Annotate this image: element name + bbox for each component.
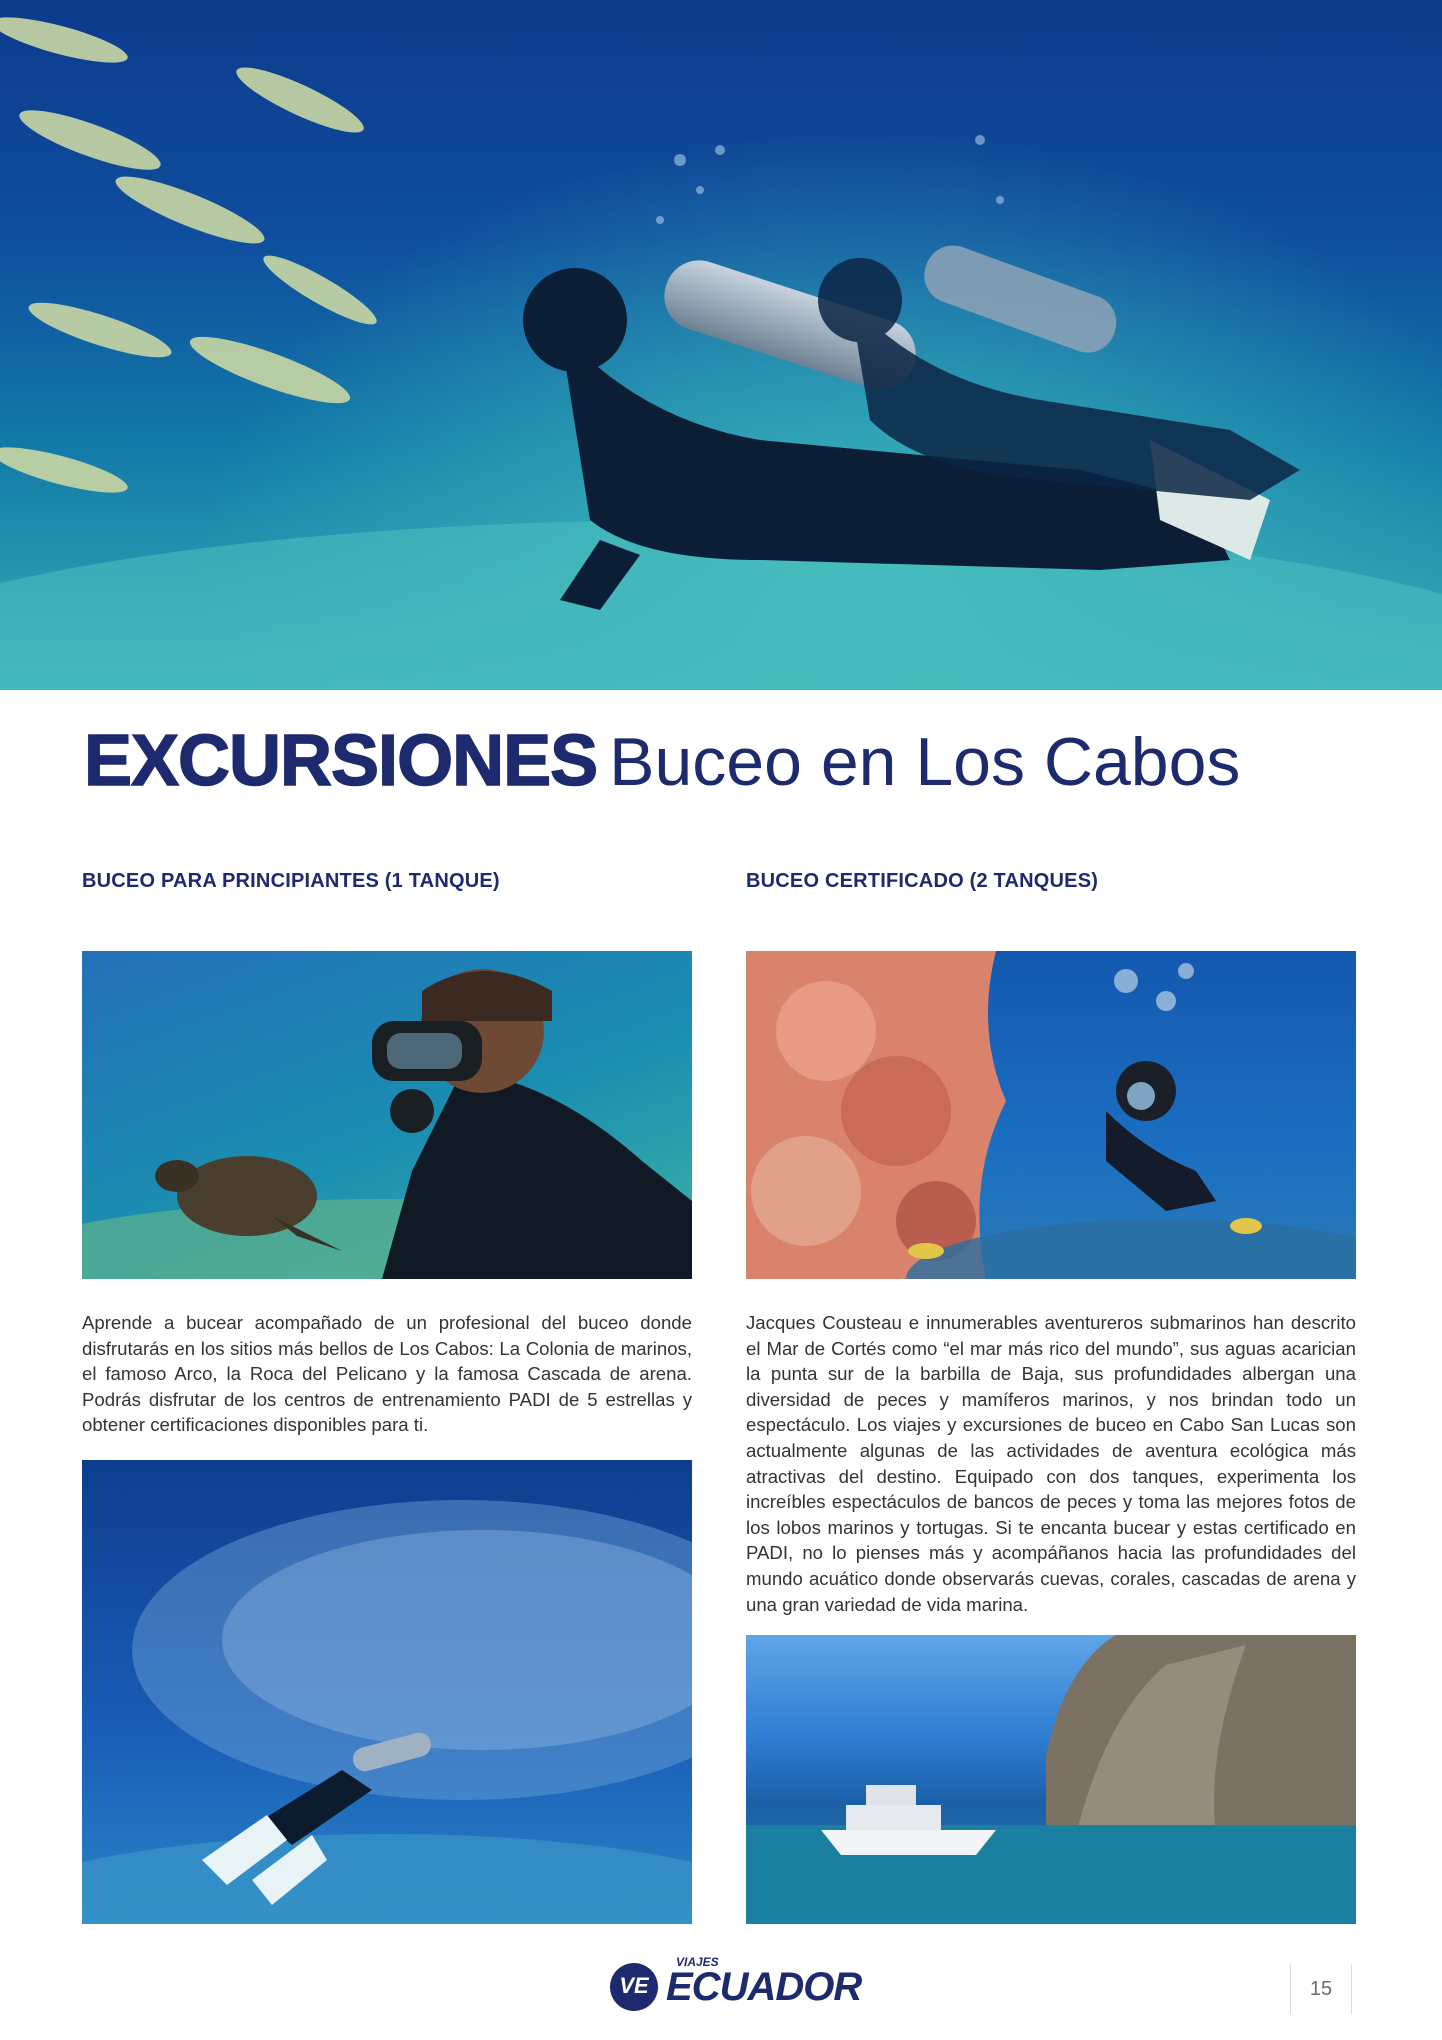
fish-school-illustration [82,1460,692,1924]
heading-beginners: BUCEO PARA PRINCIPIANTES (1 TANQUE) [82,870,500,892]
fish-school [0,8,383,501]
coral-reef-illustration [746,951,1356,1279]
viajes-ecuador-logo [610,1955,862,2015]
boat-rocks-illustration [746,1635,1356,1924]
logo-viajes: VIAJES [676,1955,719,1969]
title-excursiones: EXCURSIONES [84,721,598,801]
tour-boat [821,1785,996,1855]
logo-mark-letters: VE [619,1973,649,1998]
logo-ecuador: ECUADOR [666,1965,862,2009]
hero-illustration [0,0,1442,690]
hero-photo-divers [0,0,1442,690]
text-beginners: Aprende a bucear acompañado de un profesional del buceo donde disfrutarás en los sitios más bellos de Los Cabos: La Colonia de marinos, el famoso Arco, la Roca del Pelicano y la famosa Cascada de arena. Podrás disfrutar de los centros de entrenamiento PADI de 5 estrellas y obtener certificaciones disponibles para ti. [82,1312,692,1436]
diver-turtle-illustration [82,951,692,1279]
photo-diver-fish-school [82,1460,692,1924]
diver-with-mask [372,969,692,1279]
coral [746,951,1006,1279]
photo-diver-turtle [82,951,692,1279]
text-certified: Jacques Cousteau e innumerables aventureros submarinos han descrito el Mar de Cortés como “el mar más rico del mundo”, sus aguas acarician la punta sur de la barbilla de Baja, sus profundidades albergan una diversidad de peces y mamíferos marinos, y nos brindan todo un espectáculo. Los viajes y excursiones de buceo en Cabo San Lucas son actualmente algunas de las actividades de aventura ecológica más atractivas del destino. Equipado con dos tanques, experimenta los increíbles espectáculos de bancos de peces y toma las mejores fotos de los lobos marinos y tortugas. Si te encanta bucear y estas certificado en PADI, no lo pienses más y acompáñanos hacia las profundidades del mundo acuático donde observarás cuevas, corales, cascadas de arena y una gran variedad de vida marina. [746,1312,1356,1615]
page-number: 15 [1290,1964,1352,2014]
title-buceo-los-cabos: Buceo en Los Cabos [609,724,1241,800]
certified-diver [1106,1061,1216,1211]
page-title [84,720,1240,820]
heading-certified: BUCEO CERTIFICADO (2 TANQUES) [746,870,1099,892]
photo-diver-coral-reef [746,951,1356,1279]
photo-boat-rocks [746,1635,1356,1924]
